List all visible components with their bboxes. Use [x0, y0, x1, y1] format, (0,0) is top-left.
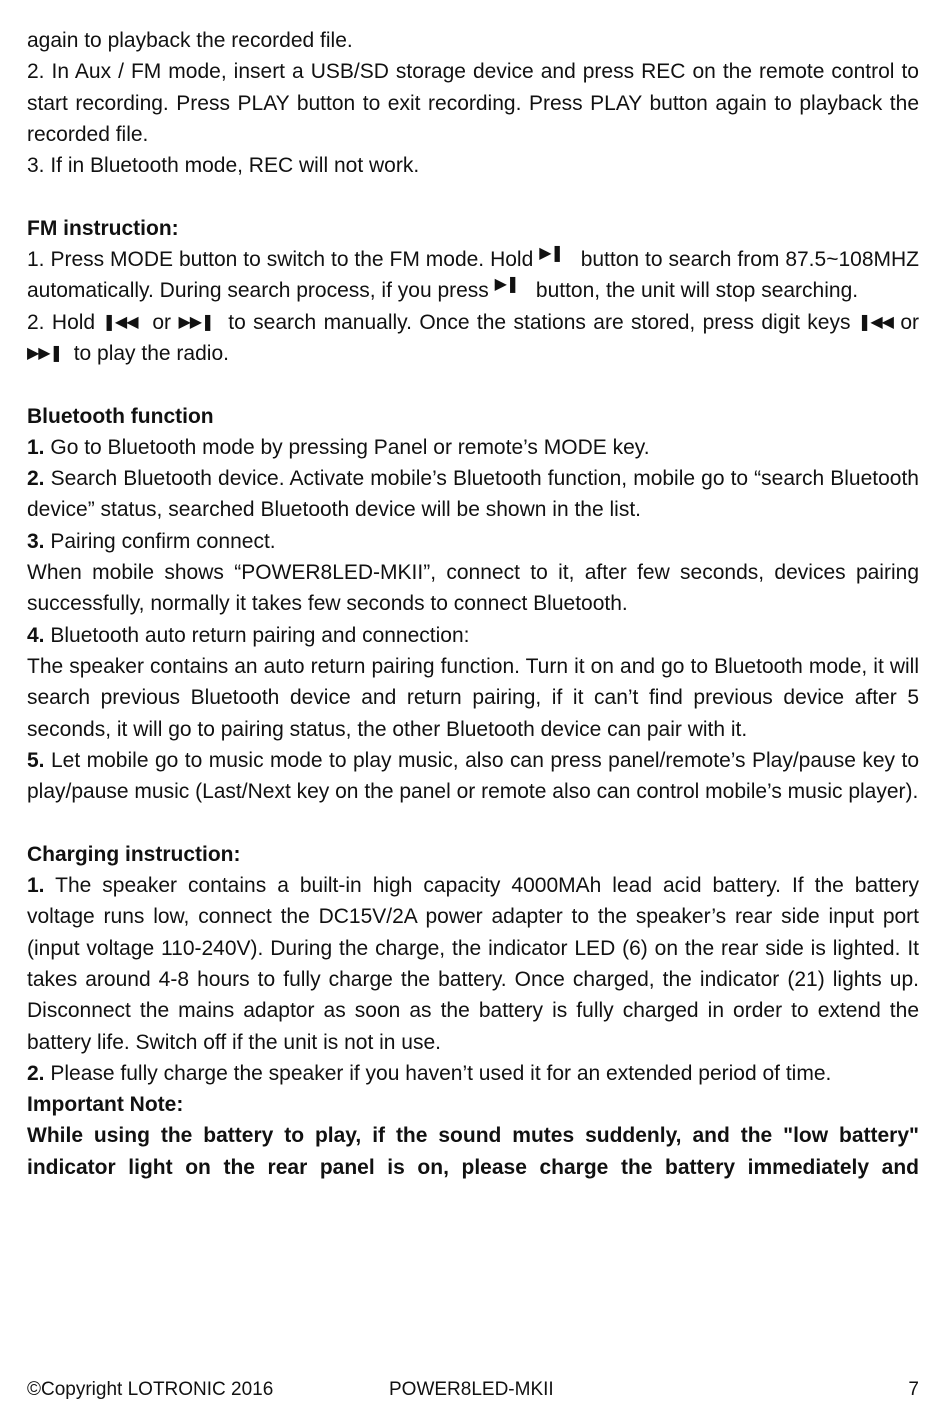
step-text: The speaker contains a built-in high capacity 4000MAh lead acid battery. If the battery voltage runs low, connect the DC15V/2A power adapter to the speaker’s rear side input port (input voltage 110-240V). During the charge, the indicator LED (6) on the rear side is lighted. It takes around 4-8 hours to fully charge the battery. Once charged, the indicator (21) lights up. Disconnect the mains adaptor as soon as the battery is fully charged in order to extend the battery life. Switch off if the unit is not in use. — [27, 874, 919, 1054]
fm-step-2-text-d: or — [900, 310, 920, 334]
section-gap — [27, 807, 919, 838]
intro-line: again to playback the recorded file. — [27, 29, 353, 52]
bluetooth-step-3 — [27, 526, 919, 557]
bluetooth-step-2 — [27, 463, 919, 526]
step-number: 2. — [27, 1061, 45, 1085]
fm-heading: FM instruction: — [27, 216, 179, 240]
step-text: Pairing confirm connect. — [50, 529, 276, 553]
fm-step-2-text-a: 2. Hold — [27, 310, 96, 334]
charging-heading: Charging instruction: — [27, 842, 241, 866]
intro-item-3: 3. If in Bluetooth mode, REC will not work. — [27, 154, 420, 178]
step-number: 1. — [27, 874, 45, 898]
bluetooth-step-3-detail: When mobile shows “POWER8LED-MKII”, connect to it, after few seconds, devices pairing successfully, normally it takes few seconds to connect Bluetooth. — [27, 561, 919, 616]
intro-item-2: 2. In Aux / FM mode, insert a USB/SD storage device and press REC on the remote control to start recording. Press PLAY button to exit recording. Press PLAY button again to playback the recorded file. — [27, 60, 919, 146]
play-pause-icon: ▶❚ — [494, 276, 519, 294]
step-number: 2. — [27, 467, 45, 491]
fm-step-1-text-a: 1. Press MODE button to switch to the FM mode. Hold — [27, 248, 534, 272]
fm-step-2-text-e: to play the radio. — [73, 341, 229, 365]
important-note-heading: Important Note: — [27, 1093, 184, 1117]
fm-step-1 — [27, 244, 919, 307]
skip-next-icon: ▶▶❚ — [27, 344, 63, 362]
page-footer — [27, 1377, 919, 1403]
step-number: 4. — [27, 623, 45, 647]
play-pause-icon: ▶❚ — [539, 245, 563, 263]
section-gap — [27, 369, 919, 400]
step-number: 3. — [27, 529, 45, 553]
skip-next-icon: ▶▶❚ — [178, 313, 214, 331]
step-text: Please fully charge the speaker if you haven’t used it for an extended period of time. — [50, 1061, 832, 1085]
important-note-text: While using the battery to play, if the sound mutes suddenly, and the "low battery" indicator light on the rear panel is on, please charge the battery immediately and — [27, 1124, 919, 1179]
charging-step-1 — [27, 870, 919, 1058]
step-number: 1. — [27, 435, 45, 459]
step-text: Go to Bluetooth mode by pressing Panel or remote’s MODE key. — [50, 435, 650, 459]
step-text: Let mobile go to music mode to play music, also can press panel/remote’s Play/pause key to play/pause music (Last/Next key on the panel or remote also can control mobile’s music player). — [27, 748, 919, 804]
step-text: Search Bluetooth device. Activate mobile’s Bluetooth function, mobile go to “search Bluetooth device” status, searched Bluetooth device will be shown in the list. — [27, 467, 919, 522]
fm-step-2-text-b: or — [152, 310, 172, 334]
skip-previous-icon: ❚◀◀ — [102, 313, 138, 331]
step-number: 5. — [27, 748, 45, 772]
section-gap — [27, 181, 919, 212]
fm-step-1-text-b: button to search from 87.5~108MHZ automatically. During search process, if you press — [27, 248, 919, 303]
manual-page — [27, 25, 919, 1183]
fm-step-2-text-c: to search manually. Once the stations are stored, press digit keys — [228, 310, 851, 334]
page-number: 7 — [908, 1379, 919, 1400]
bluetooth-step-4 — [27, 620, 919, 651]
charging-step-2 — [27, 1058, 919, 1089]
footer-copyright: ©Copyright LOTRONIC 2016 — [27, 1379, 274, 1400]
fm-step-2 — [27, 307, 919, 370]
bluetooth-step-5 — [27, 745, 919, 808]
footer-model: POWER8LED-MKII — [389, 1379, 554, 1400]
bluetooth-step-1 — [27, 432, 919, 463]
skip-previous-icon: ❚◀◀ — [857, 313, 893, 331]
bluetooth-step-4-detail: The speaker contains an auto return pairing function. Turn it on and go to Bluetooth mode, it will search previous Bluetooth device and return pairing, if it can’t find previous device after 5 seconds, it will go to pairing status, the other Bluetooth device can pair with it. — [27, 654, 919, 741]
step-text: Bluetooth auto return pairing and connection: — [50, 623, 470, 647]
fm-step-1-text-c: button, the unit will stop searching. — [535, 279, 859, 303]
bluetooth-heading: Bluetooth function — [27, 404, 214, 428]
